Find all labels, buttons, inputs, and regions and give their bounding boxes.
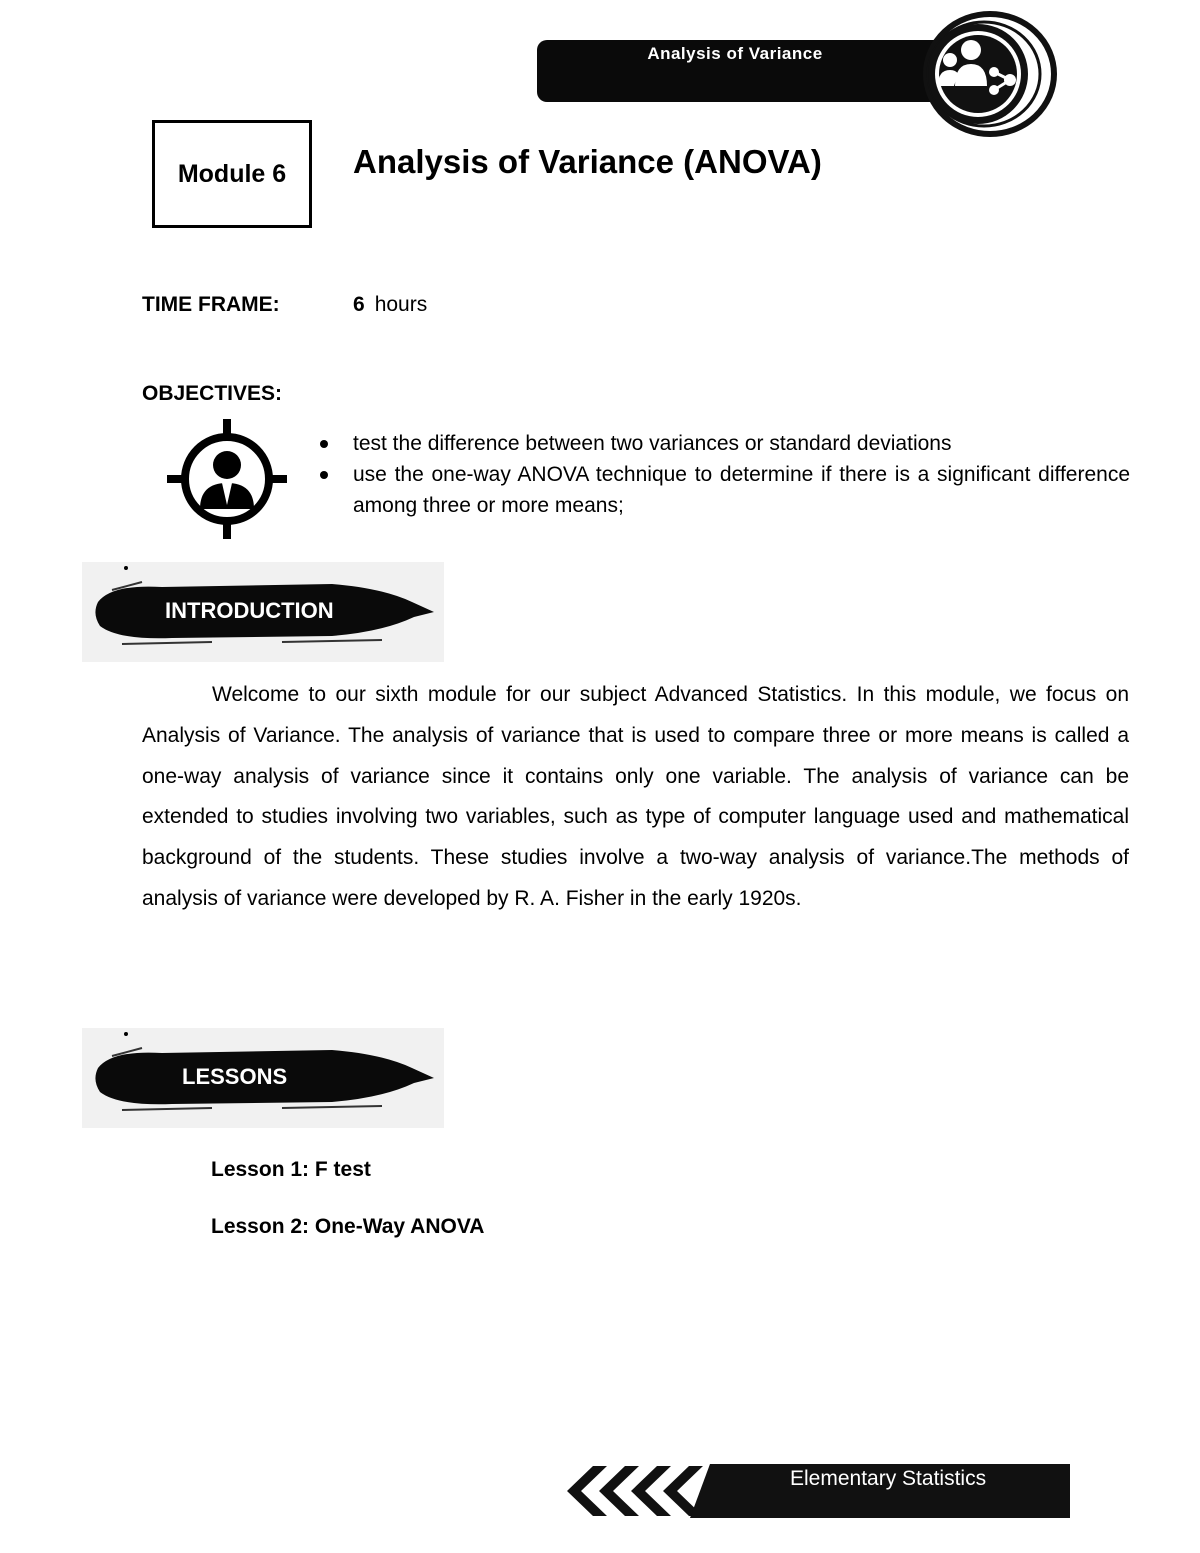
lesson-item: Lesson 1: F test bbox=[211, 1158, 371, 1181]
lessons-heading: LESSONS bbox=[182, 1064, 288, 1089]
page-title: Analysis of Variance (ANOVA) bbox=[353, 143, 822, 180]
time-frame-unit: hours bbox=[374, 293, 428, 316]
header-title: Analysis of Variance bbox=[647, 44, 823, 63]
footer-text: Elementary Statistics bbox=[790, 1467, 987, 1490]
objective-item: test the difference between two variances or standard deviations bbox=[318, 428, 1130, 459]
time-frame-value bbox=[353, 293, 427, 317]
lesson-item: Lesson 2: One-Way ANOVA bbox=[211, 1215, 485, 1238]
introduction-heading: INTRODUCTION bbox=[165, 598, 334, 623]
module-label: Module 6 bbox=[177, 159, 287, 188]
chevrons-left-icon bbox=[563, 1462, 703, 1520]
target-person-icon bbox=[167, 419, 287, 539]
introduction-body: Welcome to our sixth module for our subject Advanced Statistics. In this module, we focus on Analysis of Variance. The analysis of variance that is used to compare three or more means is called a one-way analysis of variance since it contains only one variable. The analysis of variance can be extended to studies involving two variables, such as type of computer language used and mathematical background of the students. These studies involve a two-way analysis of variance.The methods of analysis of variance were developed by R. A. Fisher in the early 1920s. bbox=[142, 683, 1129, 910]
objectives-label: OBJECTIVES: bbox=[142, 382, 283, 405]
module-box bbox=[152, 120, 312, 228]
lessons-header bbox=[82, 1028, 444, 1128]
objective-item: use the one-way ANOVA technique to determine if there is a significant difference among three or more means; bbox=[318, 459, 1130, 521]
group-share-icon bbox=[898, 8, 1058, 138]
objectives-list bbox=[318, 428, 1130, 521]
introduction-header bbox=[82, 562, 444, 662]
time-frame-label: TIME FRAME: bbox=[142, 293, 280, 316]
time-frame-number: 6 bbox=[353, 293, 365, 316]
